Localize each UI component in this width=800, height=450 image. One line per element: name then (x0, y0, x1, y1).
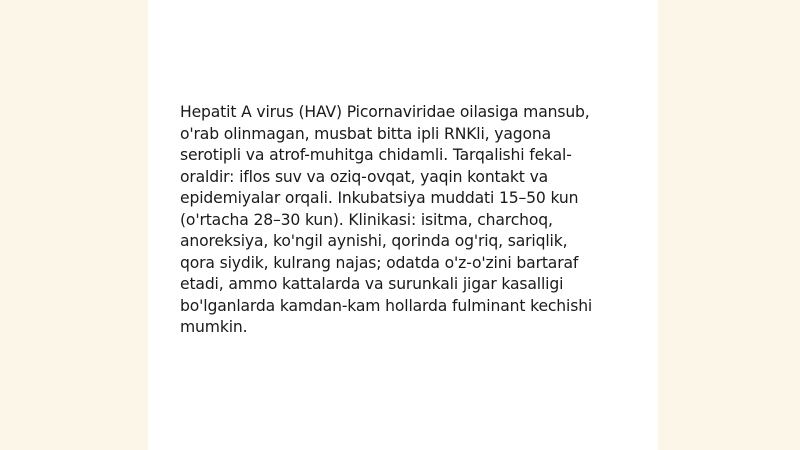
paragraph-line: mumkin. (180, 318, 248, 336)
paragraph-line: Hepatit A virus (HAV) Picornaviridae oilasiga mansub, (180, 103, 590, 121)
paragraph-line: serotipli va atrof-muhitga chidamli. Tarqalishi fekal- (180, 146, 572, 164)
paragraph-line: epidemiyalar orqali. Inkubatsiya muddati 15–50 kun (180, 189, 579, 207)
paragraph-line: etadi, ammo kattalarda va surunkali jigar kasalligi (180, 275, 564, 293)
paragraph-line: anoreksiya, ko'ngil aynishi, qorinda og'riq, sariqlik, (180, 232, 568, 250)
body-paragraph (180, 102, 620, 339)
paragraph-line: qora siydik, kulrang najas; odatda o'z-o'zini bartaraf (180, 253, 579, 272)
paragraph-line: bo'lganlarda kamdan-kam hollarda fulminant kechishi (180, 296, 593, 315)
paragraph-line: oraldir: iflos suv va oziq-ovqat, yaqin kontakt va (180, 167, 549, 186)
paragraph-line: (o'rtacha 28–30 kun). Klinikasi: isitma, charchoq, (180, 210, 553, 229)
paragraph-line: o'rab olinmagan, musbat bitta ipli RNKli, yagona (180, 124, 552, 143)
document-page (148, 0, 658, 450)
